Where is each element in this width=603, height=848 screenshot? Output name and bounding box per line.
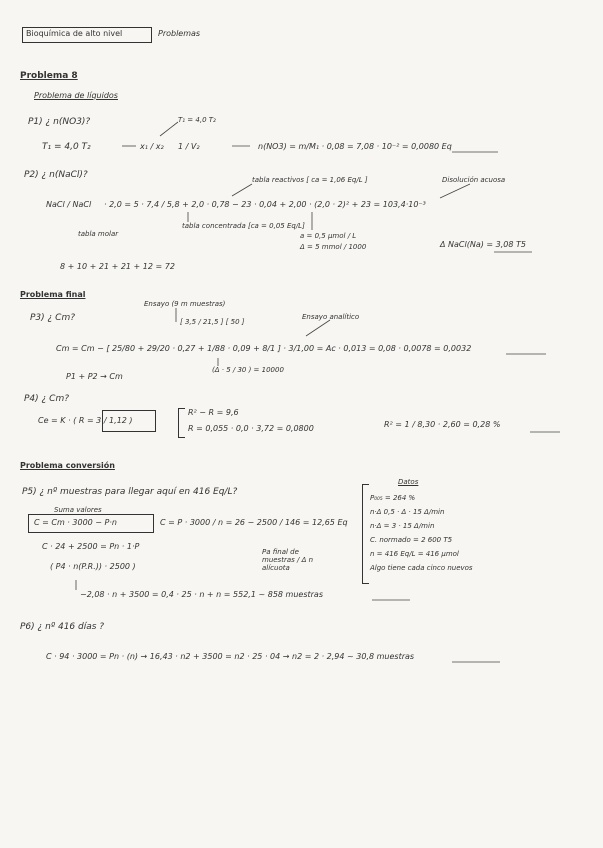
equation-p5-3: ( P4 · n(P.R.)) · 2500 )	[50, 562, 136, 571]
data-item: C. normado = 2 600 T5	[370, 536, 453, 544]
data-title: Datos	[398, 478, 419, 486]
arrow-stroke	[160, 122, 178, 136]
note-p3-right: Ensayo analítico	[302, 313, 360, 321]
note-p2-6: Δ = 5 mmol / 1000	[300, 243, 367, 251]
note-p2-5: a = 0,5 μmol / L	[300, 232, 357, 240]
page-title: Bioquímica de alto nivel	[26, 29, 123, 38]
data-item: P₀₀₅ = 264 %	[370, 494, 416, 502]
note-p2-2: Disolución acuosa	[442, 176, 506, 184]
fraction-p2: NaCl / NaCl	[46, 200, 92, 209]
note-p3-sub: [ 3,5 / 21,5 ] [ 50 ]	[180, 318, 245, 326]
question-p1: P1) ¿ n(NO3)?	[28, 117, 91, 127]
note-p5-mid: Pa final de muestras / Δ n alícuota	[262, 548, 314, 572]
note-p2-1: tabla reactivos [ ca = 1,06 Eq/L ]	[252, 176, 368, 184]
note-p3-bottom: (Δ · 5 / 30 ) = 10000	[212, 366, 284, 374]
equation-p1-frac2: 1 / V₂	[178, 142, 200, 151]
question-p3: P3) ¿ Cm?	[30, 313, 75, 323]
data-item: n = 416 Eq/L = 416 μmol	[370, 550, 459, 558]
section-heading-2: Problema final	[20, 290, 86, 299]
box-equation-p5: C = Cm · 3000 − P·n	[34, 518, 117, 527]
data-item: Algo tiene cada cinco nuevos	[370, 564, 473, 572]
arrow-stroke	[232, 184, 252, 196]
result-p2: Δ NaCl(Na) = 3,08 T5	[440, 240, 526, 249]
brace-p4-line2: R = 0,055 · 0,0 · 3,72 = 0,0800	[188, 424, 314, 433]
result-p4: R² = 1 / 8,30 · 2,60 = 0,28 %	[384, 420, 501, 429]
equation-p5-4: −2,08 · n + 3500 = 0,4 · 25 · n + n = 552,1 ~ 858 muestras	[80, 590, 323, 599]
arrow-stroke	[306, 320, 330, 336]
equation-p3: Cm = Cm − [ 25/80 + 29/20 · 0,27 + 1/88 · 0,09 + 8/1 ] · 3/1,00 = Ac · 0,013 = 0,08 · 0,0078 = 0,0032	[56, 344, 472, 353]
equation-p6: C · 94 · 3000 = Pn · (n) → 16,43 · n2 + 3500 = n2 · 25 · 04 → n2 = 2 · 2,94 ~ 30,8 muestras	[46, 652, 415, 661]
box-label-p5: Suma valores	[54, 506, 102, 514]
equation-p1-frac1: x₁ / x₂	[140, 142, 164, 151]
note-p3-top: Ensayo (9 m muestras)	[144, 300, 226, 308]
question-p2: P2) ¿ n(NaCl)?	[24, 170, 88, 180]
annotation-p1-top: T₁ = 4,0 T₂	[178, 116, 216, 124]
note-p2-3: tabla molar	[78, 230, 119, 238]
data-item: n·Δ = 3 · 15 Δ/min	[370, 522, 435, 530]
equation-p1-result: n(NO3) = m/M₁ · 0,08 = 7,08 · 10⁻² = 0,0080 Eq	[258, 142, 452, 151]
section-heading-1: Problema 8	[20, 71, 78, 81]
equation-p2: · 2,0 = 5 · 7,4 / 5,8 + 2,0 · 0,78 − 23 · 0,04 + 2,00 · (2,0 · 2)² + 23 = 103,4·10⁻³	[104, 200, 426, 209]
section-subheading-1: Problema de líquidos	[34, 91, 118, 100]
equation-p4-left: Ce = K · ( R = 3 / 1,12 )	[38, 416, 133, 425]
equation-p1-left: T₁ = 4,0 T₂	[42, 142, 91, 152]
brace-p4-line1: R² − R = 9,6	[188, 408, 239, 417]
equation-p5-2: C · 24 + 2500 = Pn · 1·P	[42, 542, 140, 551]
section-heading-3: Problema conversión	[20, 461, 115, 470]
question-p6: P6) ¿ nº 416 días ?	[20, 622, 105, 632]
note-p2-4: tabla concentrada [ca = 0,05 Eq/L]	[182, 222, 305, 230]
page-subtitle: Problemas	[158, 29, 201, 38]
data-item: n·Δ 0,5 · Δ · 15 Δ/min	[370, 508, 445, 516]
line-p3: P1 + P2 → Cm	[66, 372, 123, 381]
sum-p2: 8 + 10 + 21 + 21 + 12 = 72	[60, 262, 175, 271]
equation-p5-1: C = P · 3000 / n = 26 − 2500 / 146 = 12,65 Eq	[160, 518, 348, 527]
question-p5: P5) ¿ nº muestras para llegar aquí en 416 Eq/L?	[22, 487, 238, 497]
arrow-stroke	[440, 184, 470, 198]
question-p4: P4) ¿ Cm?	[24, 394, 69, 404]
